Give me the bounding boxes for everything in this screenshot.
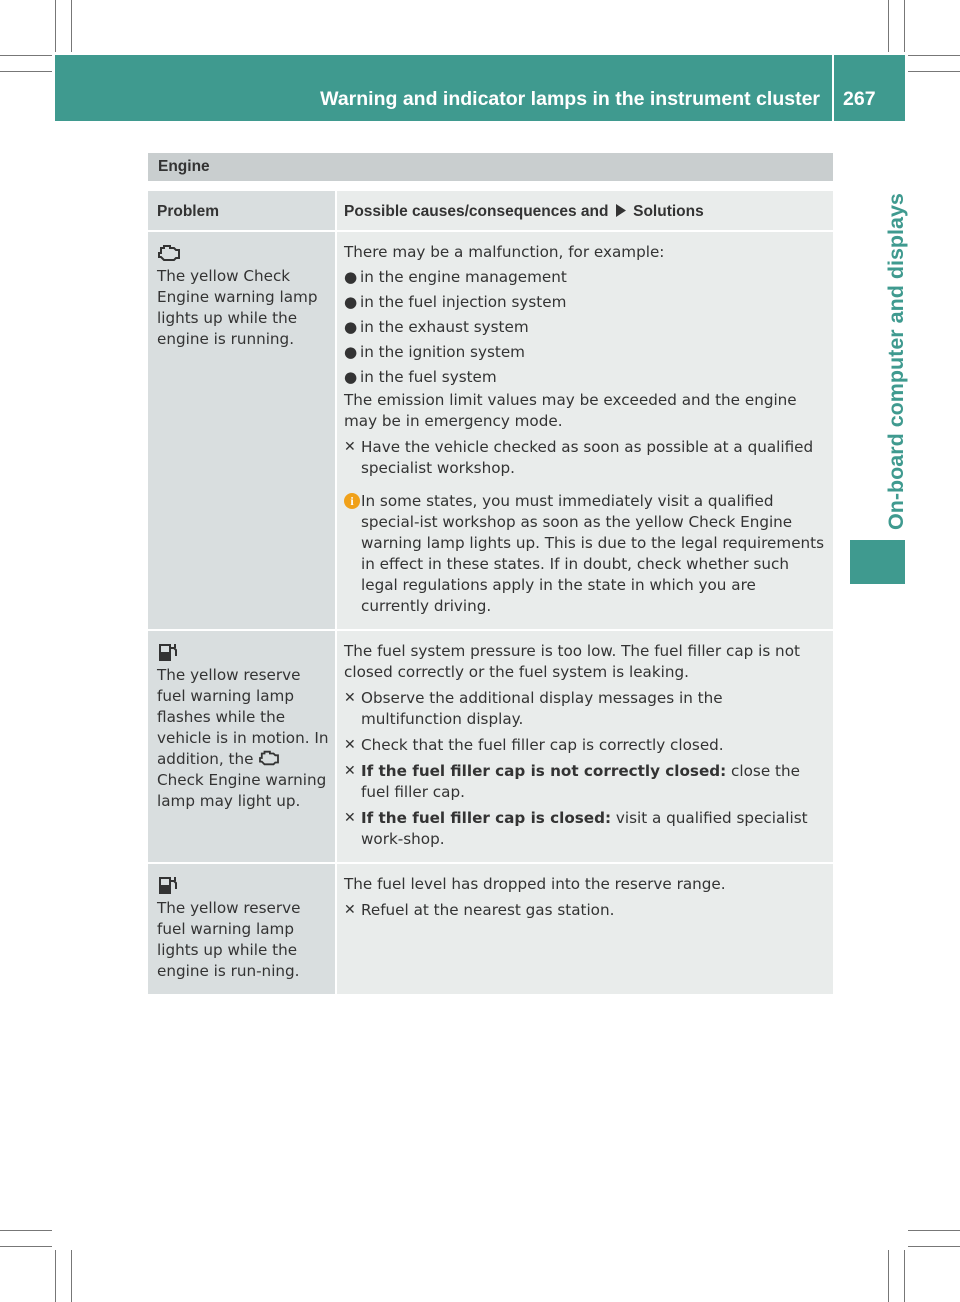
page-title: Warning and indicator lamps in the instrument cluster <box>320 88 820 110</box>
crop-mark <box>55 0 56 52</box>
warning-lamp-table <box>148 153 833 994</box>
column-header-solutions <box>337 191 833 230</box>
crop-mark <box>0 55 52 56</box>
crop-mark <box>908 1246 960 1247</box>
action-step: ✕ Refuel at the nearest gas station. <box>344 901 615 919</box>
problem-cell <box>148 631 335 862</box>
page-header <box>55 55 832 121</box>
page-number-box <box>834 55 905 121</box>
solution-cell <box>337 631 833 862</box>
crop-mark <box>908 55 960 56</box>
crop-mark <box>888 0 889 52</box>
crop-mark <box>0 1246 52 1247</box>
page-number: 267 <box>843 88 876 110</box>
fuel-reserve-icon <box>157 641 181 663</box>
table-header-row <box>148 189 833 230</box>
solution-cell <box>337 864 833 994</box>
crop-mark <box>71 0 72 52</box>
problem-text: The yellow reserve fuel warning lamp flashes while the vehicle is in motion. In addition, the Check Engine warning lamp may light up. <box>157 666 329 810</box>
crop-mark <box>908 71 960 72</box>
table-row <box>148 629 833 862</box>
crop-mark <box>904 1250 905 1302</box>
check-engine-icon <box>157 242 181 264</box>
arrow-right-icon <box>615 204 627 217</box>
action-step: ✕ Observe the additional display messages in the multifunction display. <box>344 689 723 728</box>
crop-mark <box>0 1230 52 1231</box>
action-step: ✕ If the fuel filler cap is closed: visit a qualified specialist work-shop. <box>344 809 808 848</box>
problem-text: The yellow Check Engine warning lamp lights up while the engine is running. <box>157 267 318 348</box>
crop-mark <box>888 1250 889 1302</box>
problem-cell <box>148 232 335 629</box>
consequence-text: The emission limit values may be exceeded and the engine may be in emergency mode. <box>344 391 797 430</box>
crop-mark <box>71 1250 72 1302</box>
crop-mark <box>55 1250 56 1302</box>
crop-mark <box>0 71 52 72</box>
solution-cell <box>337 232 833 629</box>
table-row <box>148 862 833 994</box>
list-item: ● in the ignition system <box>344 343 525 361</box>
info-icon: i <box>344 493 360 509</box>
cause-text: The fuel system pressure is too low. The fuel filler cap is not closed correctly or the fuel system is leaking. <box>344 642 800 681</box>
list-item: ● in the fuel system <box>344 368 497 386</box>
problem-text: The yellow reserve fuel warning lamp lights up while the engine is run-ning. <box>157 899 301 980</box>
info-note: i In some states, you must immediately visit a qualified special-ist workshop as soon as the yellow Check Engine warning lamp lights up. This is due to the legal requirements in effect in these states. If in doubt, check whether such legal regulations apply in the state in which you are currently driving. <box>344 491 827 617</box>
fuel-reserve-icon <box>157 874 181 896</box>
crop-mark <box>908 1230 960 1231</box>
section-tab-marker <box>850 540 905 584</box>
list-item: ● in the engine management <box>344 268 567 286</box>
action-step: ✕ Have the vehicle checked as soon as possible at a qualified specialist workshop. <box>344 438 814 477</box>
section-tab-label: On-board computer and displays <box>884 193 908 530</box>
column-header-solutions-text: Possible causes/consequences and <box>344 203 609 220</box>
column-header-solutions-suffix: Solutions <box>633 203 704 220</box>
cause-text: The fuel level has dropped into the reserve range. <box>344 875 726 893</box>
table-section-title: Engine <box>148 153 833 181</box>
check-engine-icon <box>258 749 280 767</box>
list-item: ● in the exhaust system <box>344 318 529 336</box>
action-step: ✕ If the fuel filler cap is not correctly closed: close the fuel filler cap. <box>344 762 800 801</box>
step-arrow-icon: ✕ <box>344 439 356 455</box>
cause-intro: There may be a malfunction, for example: <box>344 243 665 261</box>
table-row <box>148 230 833 629</box>
list-item: ● in the fuel injection system <box>344 293 567 311</box>
column-header-problem: Problem <box>148 191 335 230</box>
action-step: ✕ Check that the fuel filler cap is correctly closed. <box>344 736 724 754</box>
crop-mark <box>904 0 905 52</box>
problem-cell <box>148 864 335 994</box>
